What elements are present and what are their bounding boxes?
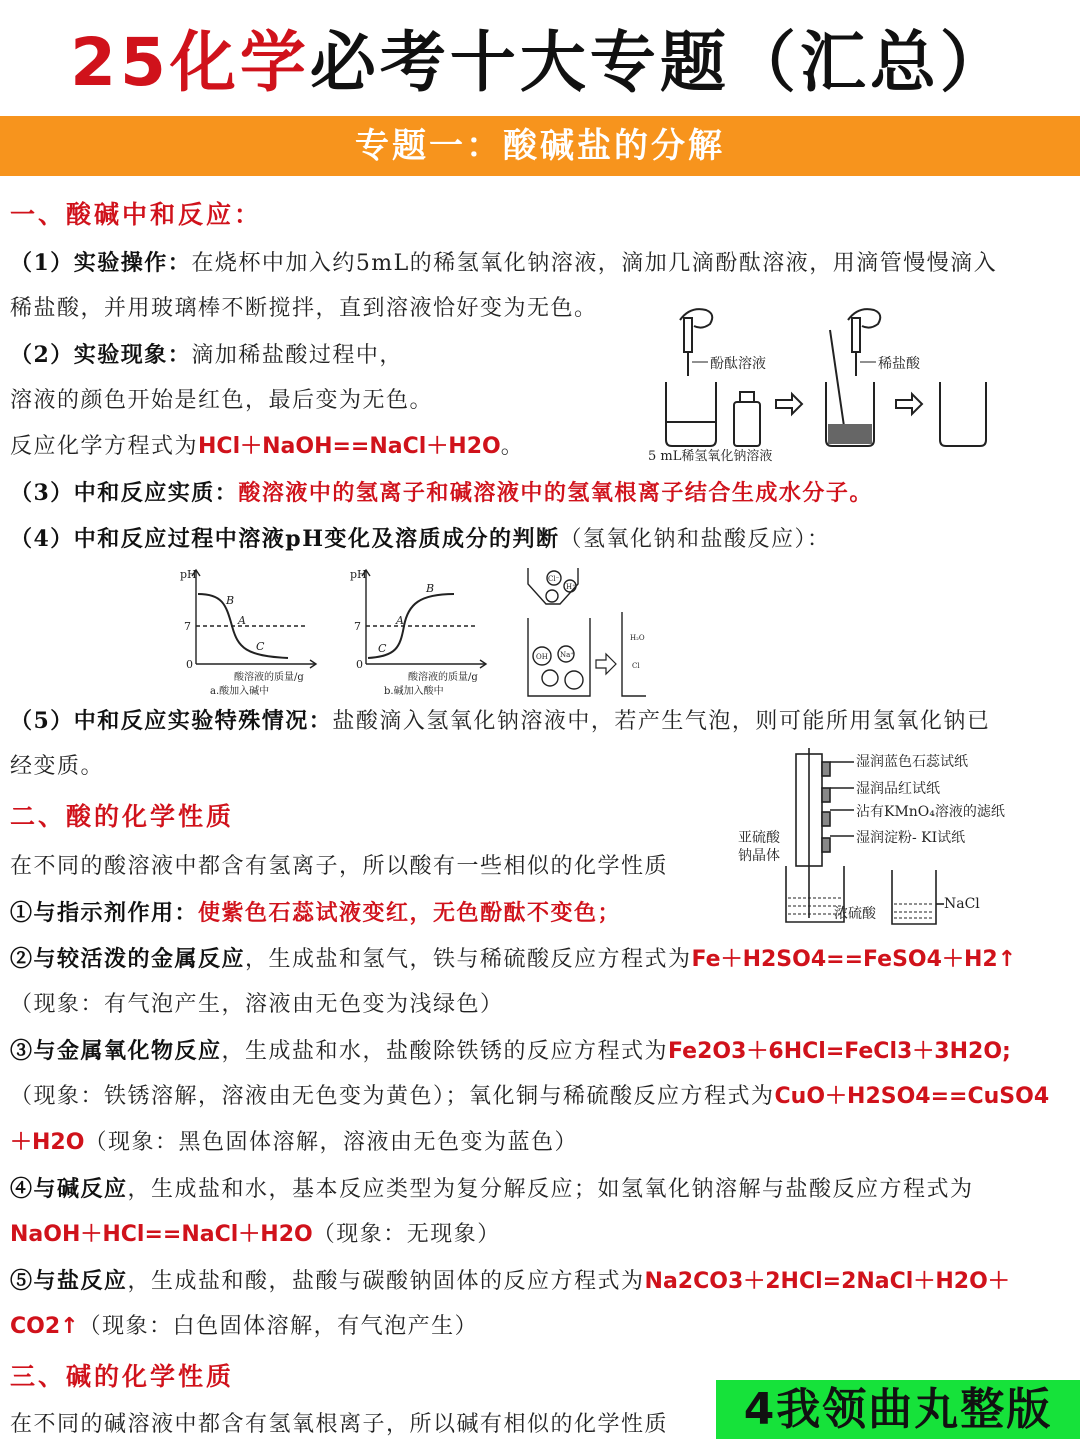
- s2-item1: [10, 898, 1072, 929]
- point-c-a: C: [256, 640, 265, 653]
- xlabel-a: 酸溶液的质量/g: [234, 672, 304, 683]
- seven-a: 7: [184, 620, 191, 633]
- op-text1: 在烧杯中加入约5mL的稀氢氧化钠溶液，滴加几滴酚酞溶液，用滴管慢慢滴入: [191, 251, 998, 276]
- ion-cl: Cl⁻: [548, 575, 560, 583]
- eq-suffix: 。: [500, 434, 525, 459]
- i4-phenomenon: （现象：无现象）: [312, 1222, 501, 1247]
- s2-item2: [10, 944, 1072, 975]
- i5-phenomenon: （现象：白色固体溶解，有气泡产生）: [78, 1314, 479, 1339]
- section2-heading: 二、酸的化学性质: [10, 802, 235, 831]
- point-b-a: B: [226, 594, 235, 607]
- section1-heading: 一、酸碱中和反应：: [10, 200, 263, 229]
- title-red: 25化学: [70, 24, 310, 101]
- i3-eq: Fe2O3＋6HCl=FeCl3＋3H2O;: [668, 1039, 1011, 1064]
- i1-text: 使紫色石蕊试液变红，无色酚酞不变色；: [198, 900, 622, 926]
- i3-phenomenon2: （现象：黑色固体溶解，溶液由无色变为蓝色）: [84, 1130, 578, 1155]
- caption-a: a.酸加入碱中: [210, 686, 270, 697]
- i3-text: ，生成盐和水，盐酸除铁锈的反应方程式为: [221, 1039, 669, 1064]
- point-b-b: B: [426, 582, 435, 595]
- label-kmno4: 沾有KMnO₄溶液的滤纸: [856, 804, 1005, 820]
- beaker-icon: [666, 382, 716, 446]
- page-title: [0, 18, 1080, 108]
- ph-label: （2）实验现象：: [10, 342, 192, 368]
- ion-h2o: H₂O: [630, 634, 645, 642]
- label-dilute-hcl: 稀盐酸: [878, 356, 920, 372]
- point-a-b: A: [396, 614, 404, 627]
- p4-text: （氢氧化钠和盐酸反应）：: [559, 527, 831, 552]
- label-sulfite2: 钠晶体: [738, 848, 780, 864]
- essence-label: （3）中和反应实质：: [10, 480, 239, 506]
- i5-eq2: CO2↑: [10, 1314, 79, 1339]
- bottle-icon: [734, 402, 760, 446]
- p5-text1: 盐酸滴入氢氧化钠溶液中，若产生气泡，则可能所用氢氧化钠已: [332, 709, 991, 734]
- point-a-a: A: [238, 614, 246, 627]
- i3-phenomenon: （现象：铁锈溶解，溶液由无色变为黄色）；氧化铜与稀硫酸反应方程式为: [10, 1084, 775, 1109]
- label-sulfuric: 浓硫酸: [834, 906, 876, 922]
- promo-stamp: 4我领曲丸整版: [716, 1380, 1080, 1439]
- i5-label: ⑤与盐反应: [10, 1268, 128, 1294]
- s2-item5-cont: [10, 1312, 1072, 1342]
- i4-label: ④与碱反应: [10, 1176, 128, 1202]
- equation: HCl＋NaOH==NaCl＋H2O: [198, 434, 501, 459]
- i5-text: ，生成盐和酸，盐酸与碳酸钠固体的反应方程式为: [127, 1269, 645, 1294]
- s2-item3: [10, 1036, 1072, 1067]
- p5-text2: 经变质。: [10, 754, 105, 779]
- i2-eq: Fe＋H2SO4==FeSO4＋H2↑: [691, 947, 1017, 972]
- s1-essence-line: [10, 478, 1072, 509]
- i5-eq: Na2CO3＋2HCl=2NaCl＋H2O＋: [644, 1269, 1010, 1294]
- s1-operation-line1: [10, 248, 1072, 279]
- ion-h: H⁺: [566, 583, 576, 591]
- s2-item4: [10, 1174, 1072, 1205]
- ph-curve-figure: [176, 564, 646, 702]
- op-text2: 稀盐酸，并用玻璃棒不断搅拌，直到溶液恰好变为无色。: [10, 296, 598, 321]
- ion-oh: OH: [536, 653, 548, 661]
- seven-b: 7: [354, 620, 361, 633]
- i2-text: ，生成盐和氢气，铁与稀硫酸反应方程式为: [245, 947, 692, 972]
- label-starch-ki: 湿润淀粉- KI试纸: [856, 830, 966, 846]
- op-label: （1）实验操作：: [10, 250, 192, 276]
- ph-b: pH: [350, 568, 367, 581]
- s1-special-line1: [10, 706, 1072, 737]
- i2-phenomenon: （现象：有气泡产生，溶液由无色变为浅绿色）: [10, 992, 504, 1017]
- i3-eq2a: CuO＋H2SO4==CuSO4: [774, 1084, 1050, 1109]
- i4-text: ，生成盐和水，基本反应类型为复分解反应；如氢氧化钠溶解与盐酸反应方程式为: [127, 1177, 974, 1202]
- essence-text: 酸溶液中的氢离子和碱溶液中的氢氧根离子结合生成水分子。: [238, 480, 873, 506]
- ph-a: pH: [180, 568, 197, 581]
- s2-item3-cont: [10, 1082, 1072, 1112]
- point-c-b: C: [378, 642, 387, 655]
- s2-item3-cont2: [10, 1128, 1072, 1158]
- i4-eq: NaOH＋HCl==NaCl＋H2O: [10, 1222, 313, 1247]
- p4-label: （4）中和反应过程中溶液pH变化及溶质成分的判断: [10, 526, 560, 552]
- ph-text1: 滴加稀盐酸过程中，: [191, 343, 403, 368]
- label-magenta: 湿润品红试纸: [856, 781, 940, 797]
- caption-b: b.碱加入酸中: [384, 686, 444, 697]
- eq-prefix: 反应化学方程式为: [10, 434, 199, 459]
- s1-ph-line: [10, 524, 1072, 555]
- s2-intro: 在不同的酸溶液中都含有氢离子，所以酸有一些相似的化学性质: [10, 854, 669, 879]
- label-naoh: 5 mL稀氢氧化钠溶液: [648, 449, 773, 464]
- titration-figure: [640, 290, 1000, 470]
- s2-item4-cont: [10, 1220, 1072, 1250]
- section3-heading: 三、碱的化学性质: [10, 1362, 235, 1391]
- title-black: 必考十大专题（汇总）: [309, 24, 1010, 101]
- i3-eq2b: ＋H2O: [10, 1130, 85, 1155]
- ph-text2: 溶液的颜色开始是红色，最后变为无色。: [10, 388, 434, 413]
- ion-cl2: Cl: [632, 662, 640, 670]
- xlabel-b: 酸溶液的质量/g: [408, 672, 478, 683]
- label-phenolphthalein: 酚酞溶液: [710, 356, 766, 372]
- label-sulfite1: 亚硫酸: [738, 830, 780, 846]
- i2-label: ②与较活泼的金属反应: [10, 946, 246, 972]
- i1-label: ①与指示剂作用：: [10, 900, 199, 926]
- i3-label: ③与金属氧化物反应: [10, 1038, 222, 1064]
- s2-item5: [10, 1266, 1072, 1297]
- zero-b: 0: [356, 658, 363, 671]
- glass-rod: [830, 330, 846, 440]
- ion-na: Na⁺: [560, 651, 574, 659]
- zero-a: 0: [186, 658, 193, 671]
- label-nacl: NaCl: [944, 896, 980, 912]
- topic-banner: 专题一：酸碱盐的分解: [0, 116, 1080, 176]
- p5-label: （5）中和反应实验特殊情况：: [10, 708, 333, 734]
- label-litmus: 湿润蓝色石蕊试纸: [856, 754, 968, 770]
- s3-intro: 在不同的碱溶液中都含有氢氧根离子，所以碱有相似的化学性质: [10, 1412, 669, 1437]
